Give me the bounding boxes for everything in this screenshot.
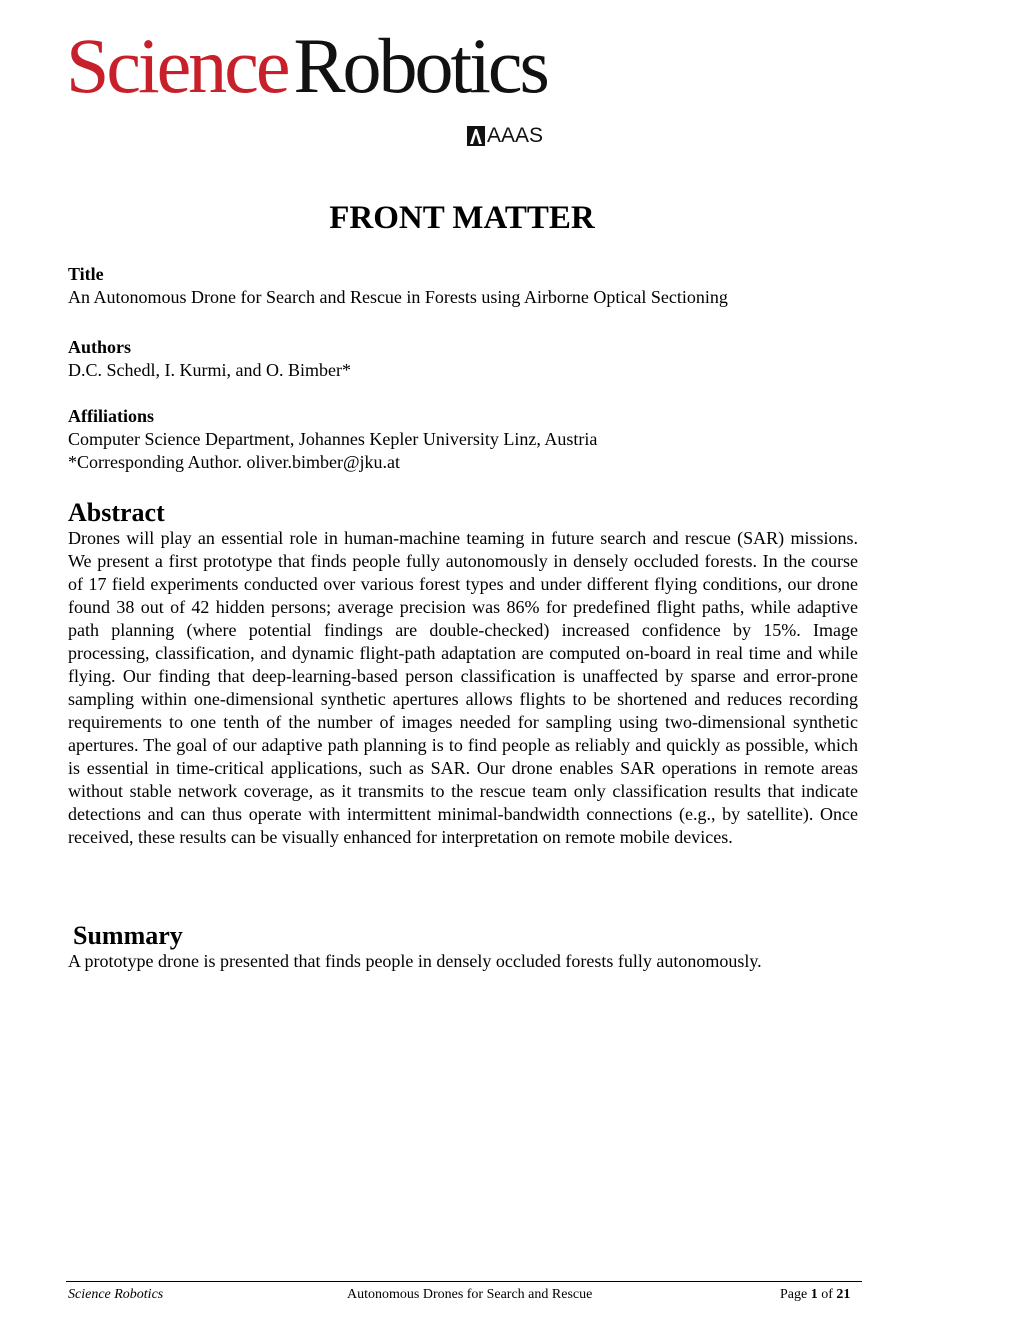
page-of: of bbox=[817, 1287, 837, 1302]
publisher-name: AAAS bbox=[487, 124, 544, 147]
affiliations-label: Affiliations bbox=[68, 406, 155, 426]
journal-logo bbox=[66, 22, 547, 109]
page-title: FRONT MATTER bbox=[329, 200, 595, 236]
title-section bbox=[68, 263, 858, 309]
footer-journal: Science Robotics bbox=[68, 1287, 164, 1302]
authors-label: Authors bbox=[68, 337, 132, 357]
total-pages: 21 bbox=[836, 1287, 851, 1302]
affiliations-section bbox=[68, 405, 858, 474]
summary-section bbox=[68, 922, 858, 973]
footer-page-number bbox=[780, 1287, 850, 1303]
authors-section bbox=[68, 336, 858, 382]
publisher-logo bbox=[467, 124, 543, 148]
title-label: Title bbox=[68, 264, 104, 284]
footer-running-title: Autonomous Drones for Search and Rescue bbox=[347, 1287, 593, 1302]
summary-text: A prototype drone is presented that finds people in densely occluded forests fully autonomously. bbox=[68, 951, 762, 971]
abstract-heading: Abstract bbox=[68, 498, 165, 527]
paper-title: An Autonomous Drone for Search and Rescue in Forests using Airborne Optical Sectioning bbox=[68, 287, 728, 307]
abstract-text: Drones will play an essential role in human-machine teaming in future search and rescue (SAR) missions. We present a first prototype that finds people fully autonomously in densely occluded forests. In the course of 17 field experiments conducted over various forest types and under different flying conditions, our drone found 38 out of 42 hidden persons; average precision was 86% for predefined flight paths, while adaptive path planning (where potential findings are double-checked) increased confidence by 15%. Image processing, classification, and dynamic flight-path adaptation are computed on-board in real time and while flying. Our finding that deep-learning-based person classification is unaffected by sparse and error-prone sampling within one-dimensional synthetic apertures allows flights to be shortened and reduces recording requirements to one tenth of the number of images needed for sampling using two-dimensional synthetic apertures. The goal of our adaptive path planning is to find people as reliably and quickly as possible, which is essential in time-critical applications, such as SAR. Our drone enables SAR operations in remote areas without stable network coverage, as it transmits to the rescue team only classification results that indicate detections and can thus operate with intermittent minimal-bandwidth connections (e.g., by satellite). Once received, these results can be visually enhanced for interpretation on remote mobile devices. bbox=[68, 528, 858, 847]
corresponding-author: *Corresponding Author. oliver.bimber@jku.at bbox=[68, 452, 401, 472]
abstract-section bbox=[68, 499, 858, 849]
aaas-mark-icon bbox=[467, 126, 485, 146]
affiliation-line: Computer Science Department, Johannes Kepler University Linz, Austria bbox=[68, 429, 598, 449]
logo-robotics-wordmark: Robotics bbox=[293, 22, 547, 109]
authors-list: D.C. Schedl, I. Kurmi, and O. Bimber* bbox=[68, 360, 351, 380]
footer-divider bbox=[66, 1281, 862, 1282]
page-prefix: Page bbox=[780, 1287, 811, 1302]
summary-heading: Summary bbox=[73, 921, 183, 950]
current-page: 1 bbox=[810, 1287, 818, 1302]
logo-science-wordmark: Science bbox=[66, 22, 288, 109]
